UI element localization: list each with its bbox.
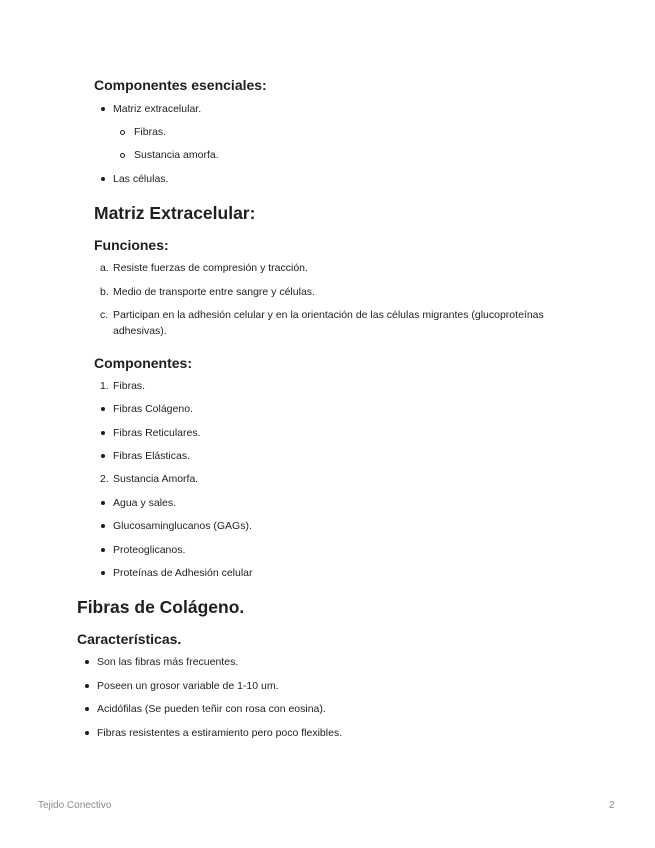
list-item: Resiste fuerzas de compresión y tracción.	[113, 262, 308, 274]
list-item: Agua y sales.	[113, 497, 177, 509]
footer-title: Tejido Conectivo	[38, 800, 112, 811]
heading-fibras-colageno: Fibras de Colágeno.	[77, 597, 245, 617]
list-item: Las células.	[113, 173, 169, 185]
bullet	[101, 548, 105, 552]
list-item: Fibras resistentes a estiramiento pero poco flexibles.	[97, 727, 343, 739]
list-marker: 2.	[100, 473, 109, 485]
bullet	[101, 107, 105, 111]
bullet	[101, 454, 105, 458]
circle-bullet	[120, 153, 125, 158]
list-item: Son las fibras más frecuentes.	[97, 656, 239, 668]
list-item: Acidófilas (Se pueden teñir con rosa con eosina).	[97, 703, 326, 715]
list-item: Fibras.	[134, 126, 167, 138]
bullet	[101, 407, 105, 411]
heading-funciones: Funciones:	[94, 237, 169, 253]
list-marker: 1.	[100, 380, 109, 392]
list-item: Fibras.	[113, 380, 146, 392]
list-item: Sustancia Amorfa.	[113, 473, 199, 485]
circle-bullet	[120, 130, 125, 135]
page-number: 2	[609, 800, 615, 811]
list-item: Sustancia amorfa.	[134, 149, 219, 161]
bullet	[85, 707, 89, 711]
bullet	[85, 731, 89, 735]
list-marker: c.	[100, 309, 109, 321]
heading-matriz-extracelular: Matriz Extracelular:	[94, 203, 256, 223]
list-item: Participan en la adhesión celular y en la orientación de las células migrantes (glucoproteínas adhesivas).	[113, 309, 544, 337]
bullet	[101, 177, 105, 181]
list-item: Fibras Colágeno.	[113, 403, 193, 415]
list-marker: a.	[100, 262, 109, 274]
bullet	[101, 501, 105, 505]
list-item: Proteínas de Adhesión celular	[113, 567, 253, 579]
list-item: Medio de transporte entre sangre y células.	[113, 286, 315, 298]
list-item: Glucosaminglucanos (GAGs).	[113, 520, 252, 532]
list-item: Matriz extracelular.	[113, 103, 202, 115]
list-item: Fibras Elásticas.	[113, 450, 191, 462]
list-item: Fibras Reticulares.	[113, 427, 201, 439]
bullet	[85, 660, 89, 664]
list-item: Poseen un grosor variable de 1-10 um.	[97, 680, 279, 692]
bullet	[101, 524, 105, 528]
bullet	[101, 571, 105, 575]
bullet	[85, 684, 89, 688]
list-marker: b.	[100, 286, 109, 298]
list-item: Proteoglicanos.	[113, 544, 186, 556]
heading-caracteristicas: Características.	[77, 631, 182, 647]
heading-componentes-esenciales: Componentes esenciales:	[94, 77, 267, 93]
bullet	[101, 431, 105, 435]
heading-componentes: Componentes:	[94, 355, 192, 371]
